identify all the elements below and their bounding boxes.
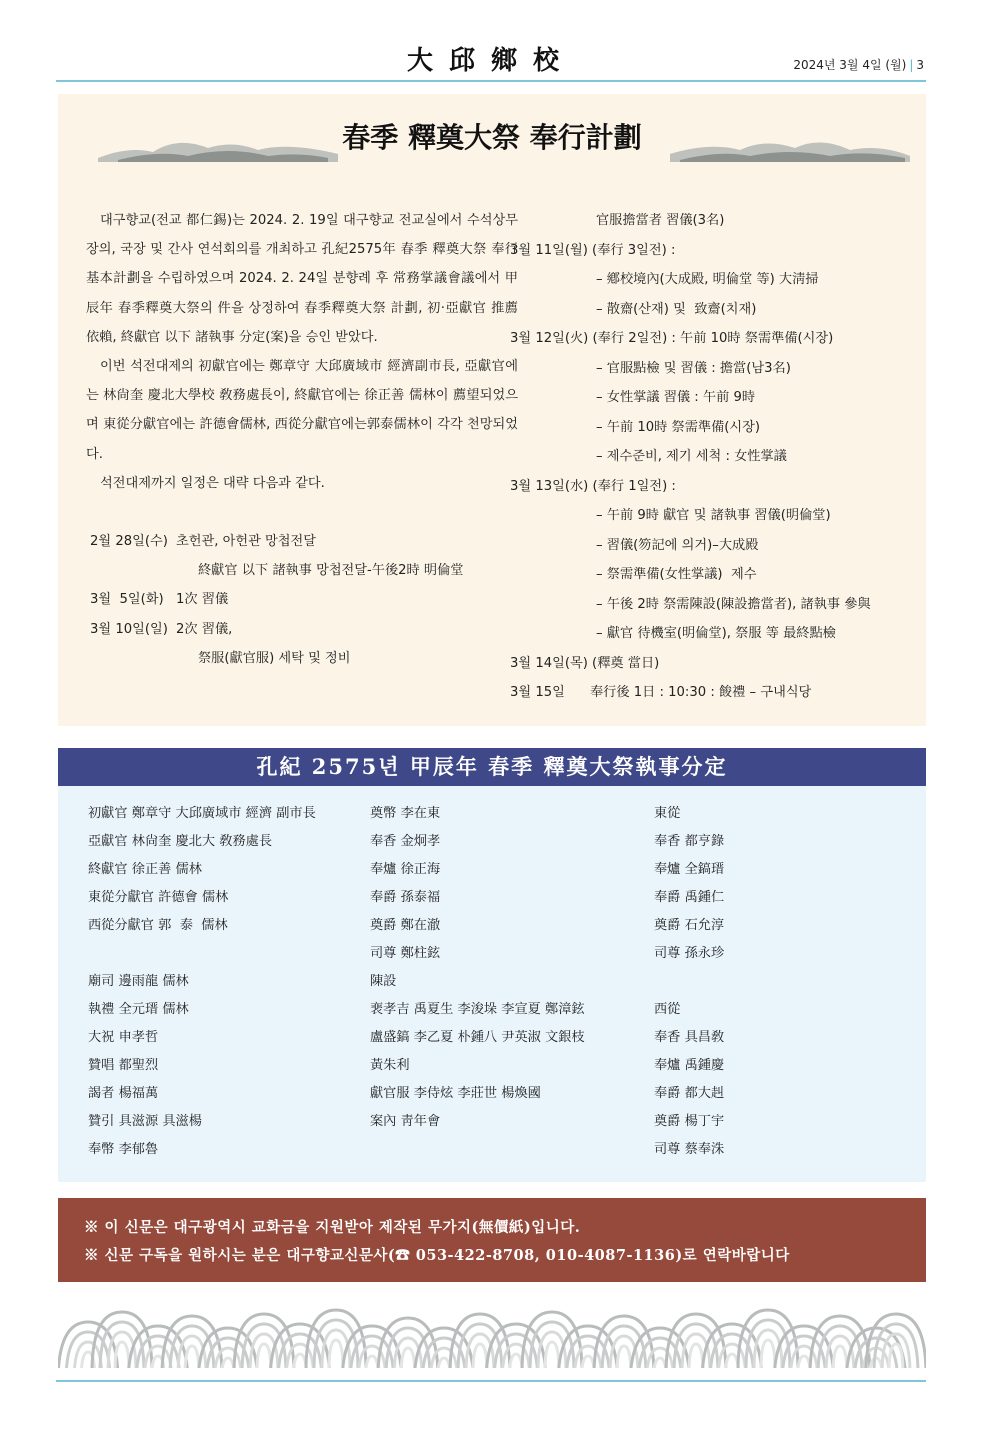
roster-entry: 東從分獻官 許德會 儒林: [88, 890, 229, 905]
roster-entry: 奉爐 禹鍾慶: [654, 1058, 725, 1073]
notice-section: [58, 94, 926, 726]
roster-entry: 奠爵 石允淳: [654, 918, 725, 933]
schedule-day-heading: 3월 14일(목) (釋奠 當日): [510, 655, 660, 671]
schedule-item: 官服擔當者 習儀(3名): [596, 213, 725, 228]
notice-right-column: [510, 206, 920, 708]
roster-entry: 奉香 具昌敎: [654, 1030, 725, 1045]
roster-entry: 亞獻官 林尙奎 慶北大 敎務處長: [88, 834, 273, 849]
schedule-item: – 제수준비, 제기 세척 : 女性掌議: [596, 449, 787, 464]
schedule-row: [86, 615, 518, 644]
roster-entry: 司尊 孫永珍: [654, 946, 725, 961]
notice-line: ※ 신문 구독을 원하시는 분은 대구향교신문사(☎ 053-422-8708, 010-4087-1136)로 연락바랍니다: [84, 1247, 790, 1264]
notice-paragraph: 석전대제까지 일정은 대략 다음과 같다.: [100, 475, 325, 491]
notice-paragraph: 대구향교(전교 都仁錫)는 2024. 2. 19일 대구향교 전교실에서 수석상무장의, 국장 및 간사 연석회의를 개최하고 孔紀2575年 春季 釋奠大祭 奉行 基本計劃을 수립하였으며 2024. 2. 24일 분향례 후 常務掌議會議에서 甲辰年 春季釋奠大祭의 件을 상정하여 春季釋奠大祭 計劃, 初·亞獻官 推薦 依賴, 終獻官 以下 諸執事 分定(案)을 승인 받았다.: [86, 213, 518, 345]
roster-entry: 大祝 申孝哲: [88, 1030, 159, 1045]
issue-date: [793, 56, 924, 73]
schedule-item: – 午後 2時 祭需陳設(陳設擔當者), 諸執事 參與: [596, 596, 871, 612]
roster-column-2: [370, 800, 585, 1136]
roster-entry: 奉爵 都大赳: [654, 1086, 725, 1101]
schedule-item: – 鄕校境內(大成殿, 明倫堂 等) 大淸掃: [596, 272, 819, 287]
roster-entry: 西從: [654, 1002, 681, 1017]
roster-entry: 奉香 都亨錄: [654, 834, 725, 849]
subscription-notice: [58, 1198, 926, 1282]
schedule-day-heading: 3월 13일(水) (奉行 1일전) :: [510, 478, 676, 494]
schedule-date: 3월 10일(일): [90, 621, 168, 637]
schedule-item: – 午前 10時 祭需準備(시장): [596, 419, 761, 435]
schedule-day-heading: 3월 15일 奉行後 1日 : 10:30 : 餕禮 – 구내식당: [510, 685, 812, 700]
notice-title: 春季 釋奠大祭 奉行計劃: [342, 121, 642, 154]
roster-entry: 奉爵 孫泰福: [370, 890, 441, 905]
schedule-day-heading: 3월 11일(월) (奉行 3일전) :: [510, 242, 676, 258]
wave-pattern-icon: [58, 1300, 926, 1368]
roster-entry: 陳設: [370, 974, 397, 989]
schedule-day-heading: 3월 12일(火) (奉行 2일전) : 午前 10時 祭需準備(시장): [510, 331, 834, 346]
schedule-text: 1次 習儀: [176, 592, 229, 608]
notice-left-column: [86, 206, 518, 673]
roster-entry: 贊引 具滋源 具滋楊: [88, 1114, 202, 1129]
roster-column-3: [654, 800, 724, 1164]
date-separator: |: [909, 58, 914, 72]
roster-entry: 司尊 蔡奉洙: [654, 1142, 725, 1157]
schedule-text: 초헌관, 아헌관 망첩전달: [176, 534, 316, 550]
roster-entry: 東從: [654, 806, 681, 821]
schedule-item: – 午前 9時 獻官 및 諸執事 習儀(明倫堂): [596, 508, 831, 523]
roster-entry: [654, 968, 724, 996]
roster-entry: 奉爐 徐正海: [370, 862, 441, 877]
roster-section: [58, 786, 926, 1182]
masthead: [0, 0, 982, 84]
roster-entry: 謁者 楊福萬: [88, 1086, 159, 1101]
roster-entry: [88, 940, 316, 968]
notice-paragraph: 이번 석전대제의 初獻官에는 鄭章守 大邱廣域市 經濟副市長, 亞獻官에는 林尙奎 慶北大學校 敎務處長이, 終獻官에는 徐正善 儒林이 薦望되었으며 東從分獻官에는 許德會儒林, 西從分獻官에는郭泰儒林이 각각 천망되었다.: [86, 359, 518, 462]
notice-line: ※ 이 신문은 대구광역시 교화금을 지원받아 제작된 무가지(無價紙)입니다.: [84, 1219, 581, 1236]
schedule-row: [86, 585, 518, 614]
roster-entry: 奉香 金炯孝: [370, 834, 441, 849]
schedule-item: – 女性掌議 習儀 : 午前 9時: [596, 390, 756, 405]
schedule-item: – 獻官 待機室(明倫堂), 祭服 等 最終點檢: [596, 626, 836, 641]
roster-entry: 執禮 全元瑨 儒林: [88, 1002, 189, 1017]
schedule-item: – 祭需準備(女性掌議) 제수: [596, 567, 757, 582]
schedule-row: [86, 527, 518, 556]
roster-entry: 案內 靑年會: [370, 1114, 441, 1129]
roster-entry: 奉爐 全鎬瑨: [654, 862, 725, 877]
roster-entry: 初獻官 鄭章守 大邱廣域市 經濟 副市長: [88, 806, 316, 821]
roster-entry: 廟司 邊雨龍 儒林: [88, 974, 189, 989]
schedule-date: 2월 28일(수): [90, 534, 168, 550]
schedule-item: – 散齋(산재) 및 致齋(치재): [596, 301, 757, 317]
schedule-item: – 官服點檢 및 習儀 : 擔當(남3名): [596, 360, 791, 376]
roster-entry: 奉爵 禹鍾仁: [654, 890, 725, 905]
schedule-item: – 習儀(笏記에 의거)–大成殿: [596, 537, 759, 553]
roster-entry: 奠幣 李在東: [370, 806, 441, 821]
newspaper-title: 大邱鄉校: [406, 46, 575, 76]
top-rule: [56, 80, 926, 82]
roster-entry: 裵孝吉 禹夏生 李浚垛 李宣夏 鄭漳鉉: [370, 1002, 585, 1017]
roster-entry: 奉幣 李郁魯: [88, 1142, 159, 1157]
date-text: 2024년 3월 4일 (월): [793, 58, 907, 72]
roster-entry: 黃朱利: [370, 1058, 410, 1073]
page-number: 3: [916, 58, 924, 72]
roster-entry: 盧盛鎬 李乙夏 朴鍾八 尹英淑 文銀枝: [370, 1030, 585, 1045]
roster-entry: 奠爵 楊丁宇: [654, 1114, 725, 1129]
roster-column-1: [88, 800, 316, 1164]
roster-entry: 獻官服 李侍炫 李莊世 楊煥國: [370, 1086, 541, 1101]
roster-entry: 終獻官 徐正善 儒林: [88, 862, 202, 877]
roster-entry: 西從分獻官 郭 泰 儒林: [88, 918, 228, 933]
schedule-text: 終獻官 以下 諸執事 망첩전달-午後2時 明倫堂: [198, 563, 464, 579]
roster-entry: 贊唱 都聖烈: [88, 1058, 159, 1073]
roster-entry: 司尊 鄭柱鉉: [370, 946, 441, 961]
schedule-text: 2次 習儀,: [176, 621, 233, 637]
bottom-rule: [56, 1380, 926, 1382]
schedule-date: 3월 5일(화): [90, 592, 164, 608]
roster-entry: 奠爵 鄭在澈: [370, 918, 441, 933]
roster-title-band: 孔紀 2575년 甲辰年 春季 釋奠大祭執事分定: [58, 748, 926, 786]
schedule-text: 祭服(獻官服) 세탁 및 정비: [198, 650, 351, 666]
